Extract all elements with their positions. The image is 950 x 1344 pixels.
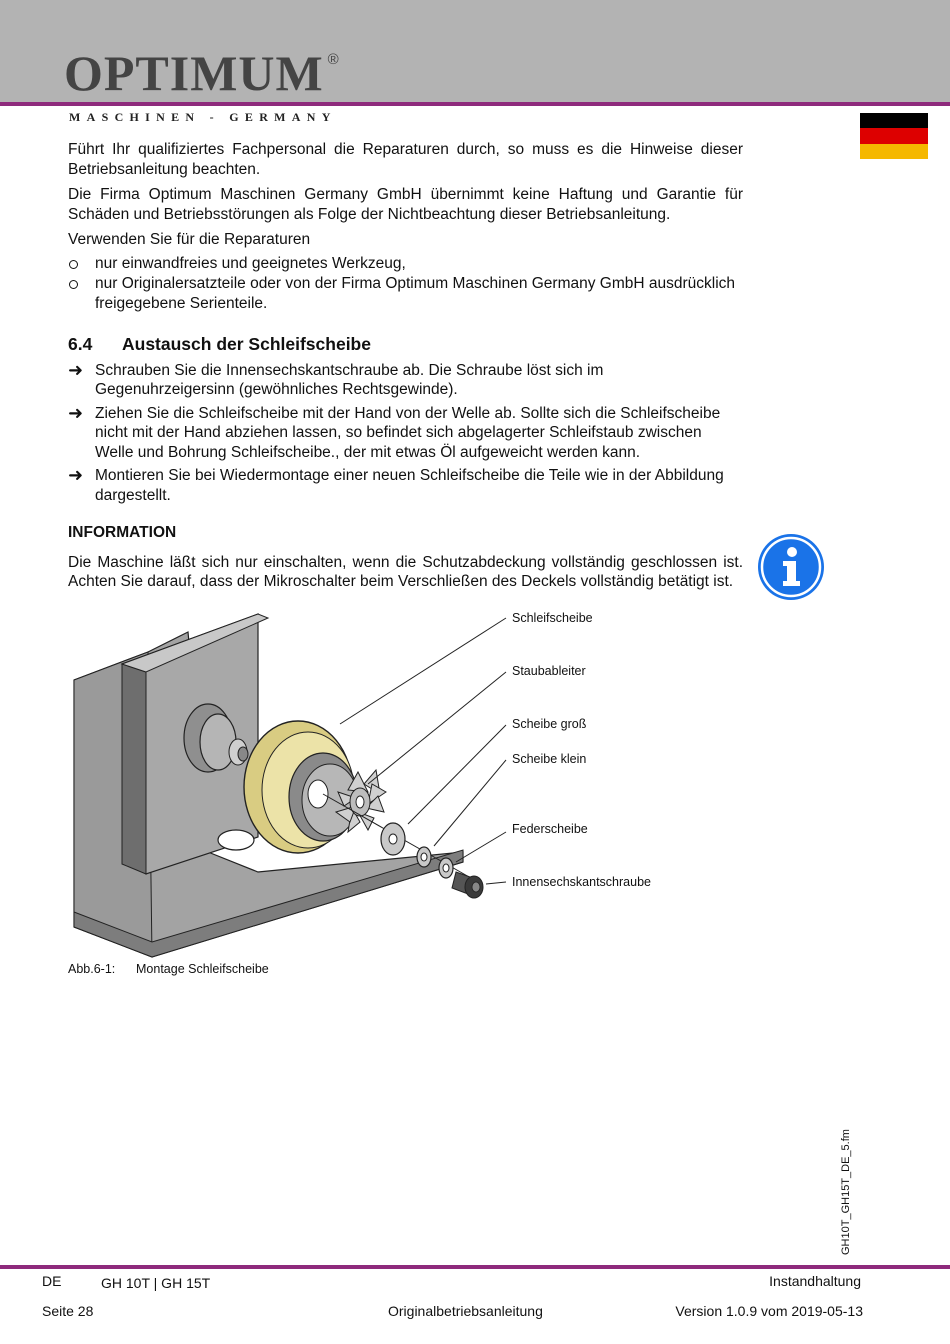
brand-logo bbox=[64, 45, 340, 101]
label-schleifscheibe: Schleifscheibe bbox=[512, 611, 593, 625]
list-item-text: nur Originalersatzteile oder von der Firma Optimum Maschinen Germany GmbH ausdrücklich freigegebene Serienteile. bbox=[95, 275, 736, 312]
figure-caption bbox=[68, 962, 269, 976]
footer-document-title: Originalbetriebsanleitung bbox=[388, 1303, 543, 1319]
arrow-right-icon: ➜ bbox=[68, 465, 84, 485]
intro-paragraph-1: Führt Ihr qualifiziertes Fachpersonal die Reparaturen durch, so muss es die Hinweise dieser Betriebsanleitung beachten. bbox=[68, 141, 743, 178]
label-innensechskantschraube: Innensechskantschraube bbox=[512, 875, 651, 889]
main-content bbox=[68, 140, 743, 598]
label-scheibe-klein: Scheibe klein bbox=[512, 752, 587, 766]
step-text: Montieren Sie bei Wiedermontage einer neuen Schleifscheibe die Teile wie in der Abbildung dargestellt. bbox=[95, 467, 724, 504]
list-item bbox=[68, 404, 743, 463]
footer-page-number: Seite 28 bbox=[42, 1303, 94, 1319]
procedure-steps bbox=[68, 361, 743, 506]
list-item bbox=[68, 274, 743, 313]
footer-language: DE bbox=[42, 1273, 62, 1289]
intro-paragraph-2: Die Firma Optimum Maschinen Germany GmbH übernimmt keine Haftung und Garantie für Schäden und Betriebsstörungen als Folge der Nichtbeachtung dieser Betriebsanleitung. bbox=[68, 186, 743, 223]
list-item bbox=[68, 361, 743, 400]
german-flag-icon bbox=[860, 113, 928, 159]
section-title: Austausch der Schleifscheibe bbox=[122, 334, 371, 354]
footer-models: GH 10T | GH 15T bbox=[101, 1275, 211, 1291]
source-filename: GH10T_GH15T_DE_5.fm bbox=[840, 1129, 852, 1255]
label-federscheibe: Federscheibe bbox=[512, 822, 588, 836]
section-number: 6.4 bbox=[68, 334, 93, 354]
intro-paragraph-3: Verwenden Sie für die Reparaturen bbox=[68, 231, 311, 248]
footer-version: Version 1.0.9 vom 2019-05-13 bbox=[675, 1303, 863, 1319]
information-heading: INFORMATION bbox=[68, 524, 177, 541]
label-staubableiter: Staubableiter bbox=[512, 664, 586, 678]
registered-mark: ® bbox=[327, 51, 340, 68]
bullet-circle-icon bbox=[69, 260, 78, 269]
brand-tagline: MASCHINEN - GERMANY bbox=[69, 110, 337, 124]
arrow-right-icon: ➜ bbox=[68, 359, 84, 380]
arrow-right-icon: ➜ bbox=[68, 402, 84, 423]
information-text: Die Maschine läßt sich nur einschalten, wenn die Schutzabdeckung vollständig geschlossen ist. Achten Sie darauf, dass der Mikroschalter beim Verschließen des Deckels vollständig betätigt ist. bbox=[68, 553, 743, 590]
header-divider bbox=[0, 102, 950, 106]
label-scheibe-gross: Scheibe groß bbox=[512, 717, 587, 731]
logo-text: OPTIMUM bbox=[64, 45, 324, 101]
bullet-circle-icon bbox=[69, 280, 78, 289]
list-item-text: nur einwandfreies und geeignetes Werkzeug, bbox=[95, 254, 406, 272]
list-item bbox=[68, 254, 743, 274]
section-heading bbox=[68, 335, 743, 355]
assembly-illustration bbox=[68, 612, 748, 962]
caption-reference: Abb.6-1: bbox=[68, 962, 116, 976]
footer-divider bbox=[0, 1265, 950, 1269]
repair-requirements-list bbox=[68, 254, 743, 314]
step-text: Ziehen Sie die Schleifscheibe mit der Hand von der Welle ab. Sollte sich die Schleifscheibe nicht mit der Hand abziehen lassen, so befindet sich abgelagerter Schleifstaub zwischen Welle und Bohrung Schleifscheibe., der mit etwas Öl aufgeweicht werden kann. bbox=[95, 404, 721, 461]
step-text: Schrauben Sie die Innensechskantschraube ab. Die Schraube löst sich im Gegenuhrzeigersinn (gewöhnliches Rechtsgewinde). bbox=[95, 361, 604, 398]
footer-section: Instandhaltung bbox=[769, 1273, 861, 1289]
information-icon bbox=[757, 533, 825, 601]
caption-text: Montage Schleifscheibe bbox=[136, 962, 269, 976]
list-item bbox=[68, 466, 743, 505]
